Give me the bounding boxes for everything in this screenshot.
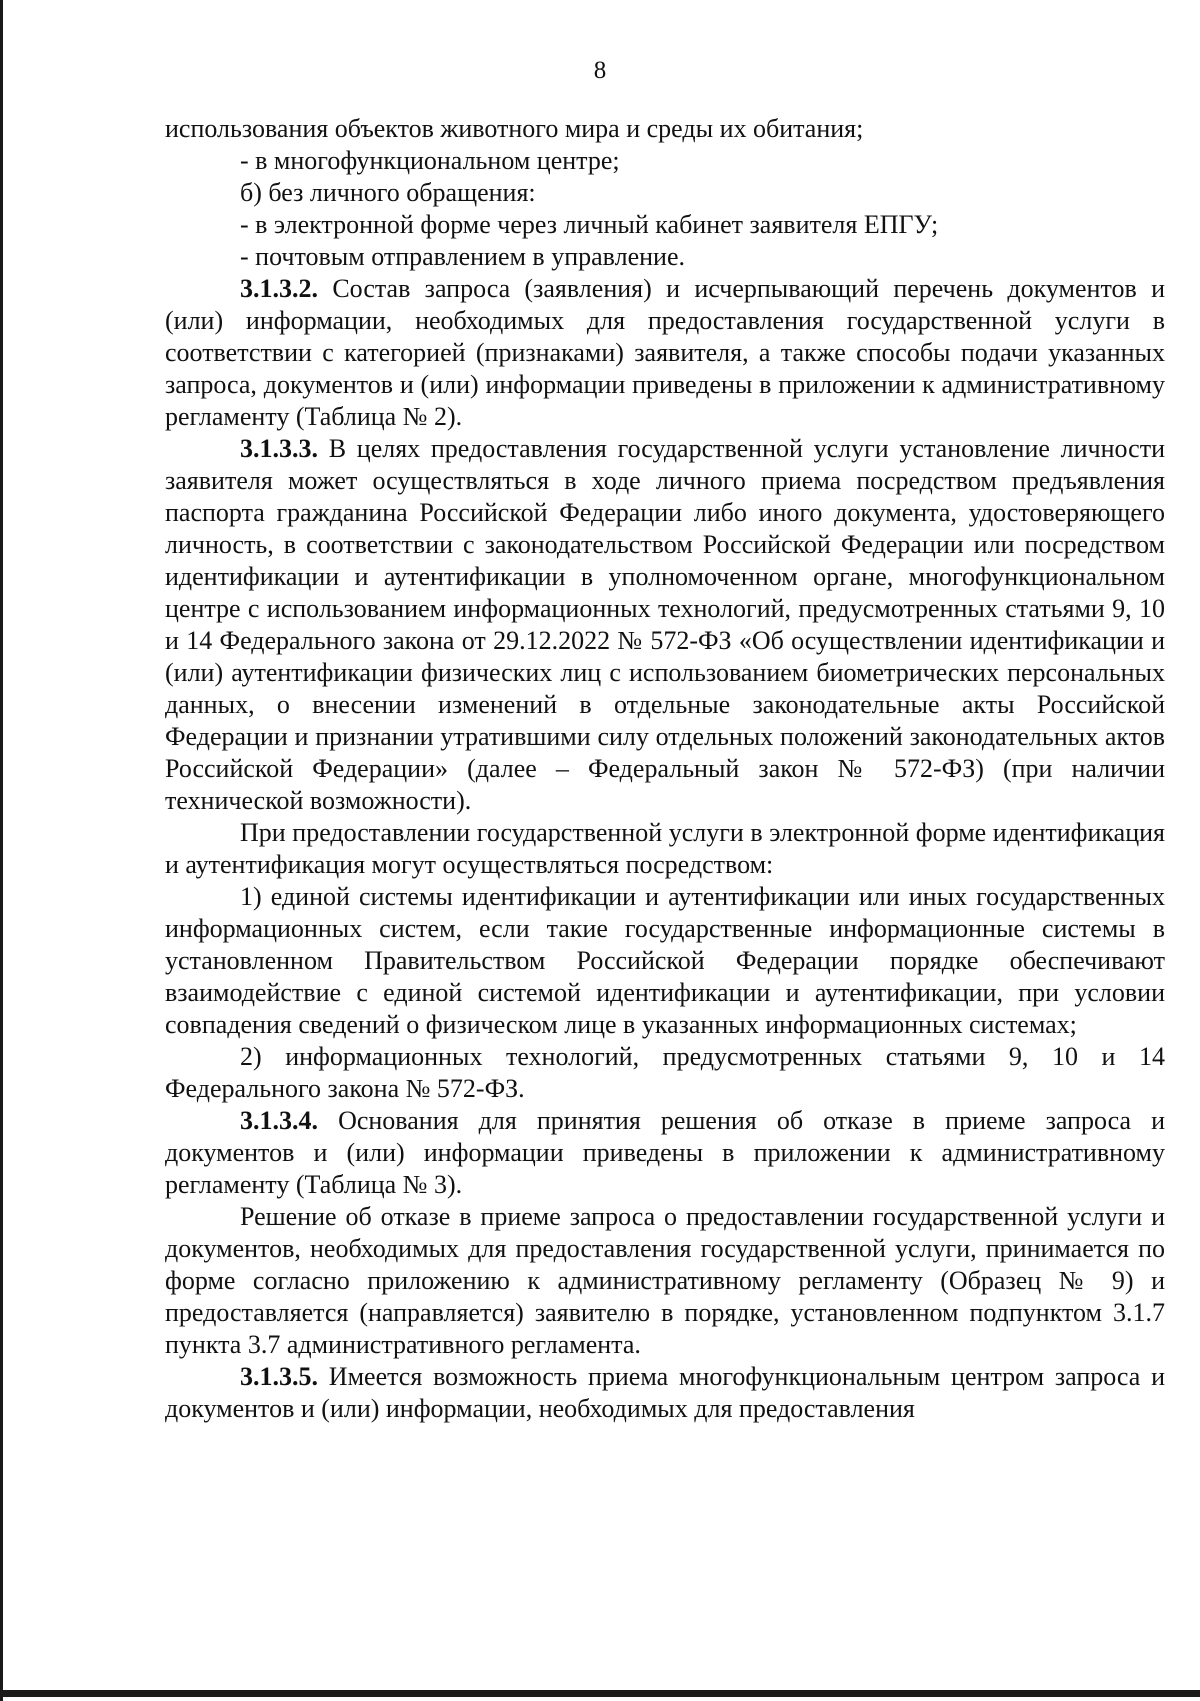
list-item-without-personal-visit: б) без личного обращения: (240, 178, 536, 207)
section-text: Состав запроса (заявления) и исчерпывающий перечень документов и (или) информации, необходимых для предоставления государственной услуги в соответствии с категорией (признаками) заявителя, а также способы подачи указанных запроса, документов и (или) информации приведены в приложении к административному регламенту (Таблица № 2). (165, 274, 1165, 431)
section-text: В целях предоставления государственной услуги установление личности заявителя может осуществляться в ходе личного приема посредством предъявления паспорта гражданина Российской Федерации либо иного документа, удостоверяющего личность, в соответствии с законодательством Российской Федерации или посредством идентификации и аутентификации в уполномоченном органе, многофункциональном центре с использованием информационных технологий, предусмотренных статьями 9, 10 и 14 Федерального закона от 29.12.2022 № 572-ФЗ «Об осуществлении идентификации и (или) аутентификации физических лиц с использованием биометрических персональных данных, о внесении изменений в отдельные законодательные акты Российской Федерации и признании утратившими силу отдельных положений законодательных актов Российской Федерации» (далее – Федеральный закон № 572-ФЗ) (при наличии технической возможности). (165, 434, 1165, 815)
list-item-electronic: - в электронной форме через личный кабинет заявителя ЕПГУ; (240, 210, 939, 239)
paragraph-refusal-decision: Решение об отказе в приеме запроса о предоставлении государственной услуги и документов, необходимых для предоставления государственной услуги, принимается по форме согласно приложению к административному регламенту (Образец № 9) и предоставляется (направляется) заявителю в порядке, установленном подпунктом 3.1.7 пункта 3.7 административного регламента. (165, 1202, 1165, 1359)
section-number: 3.1.3.3. (240, 434, 318, 463)
document-body (165, 113, 1165, 1425)
paragraph-electronic-identification: При предоставлении государственной услуги в электронной форме идентификация и аутентификация могут осуществляться посредством: (165, 818, 1165, 879)
section-text: Основания для принятия решения об отказе в приеме запроса и документов и (или) информации приведены в приложении к административному регламенту (Таблица № 3). (165, 1106, 1165, 1199)
section-text: Имеется возможность приема многофункциональным центром запроса и документов и (или) информации, необходимых для предоставления (165, 1362, 1165, 1423)
section-3-1-3-2 (165, 273, 1165, 433)
section-3-1-3-4 (165, 1105, 1165, 1201)
list-item-postal: - почтовым отправлением в управление. (240, 242, 685, 271)
section-3-1-3-5 (165, 1361, 1165, 1425)
paragraph-continuation: использования объектов животного мира и среды их обитания; (165, 114, 864, 143)
page-number: 8 (593, 57, 607, 84)
scan-bottom-edge (0, 1690, 1200, 1697)
scan-left-edge (0, 0, 3, 1701)
list-item-mfc: - в многофункциональном центре; (240, 146, 620, 175)
section-number: 3.1.3.4. (240, 1106, 318, 1135)
list-item-info-technologies: 2) информационных технологий, предусмотренных статьями 9, 10 и 14 Федерального закона № 572-ФЗ. (165, 1042, 1165, 1103)
section-number: 3.1.3.2. (240, 274, 318, 303)
section-number: 3.1.3.5. (240, 1362, 318, 1391)
list-item-esia: 1) единой системы идентификации и аутентификации или иных государственных информационных систем, если такие государственные информационные системы в установленном Правительством Российской Федерации порядке обеспечивают взаимодействие с единой системой идентификации и аутентификации, при условии совпадения сведений о физическом лице в указанных информационных системах; (165, 882, 1165, 1039)
section-3-1-3-3 (165, 433, 1165, 817)
